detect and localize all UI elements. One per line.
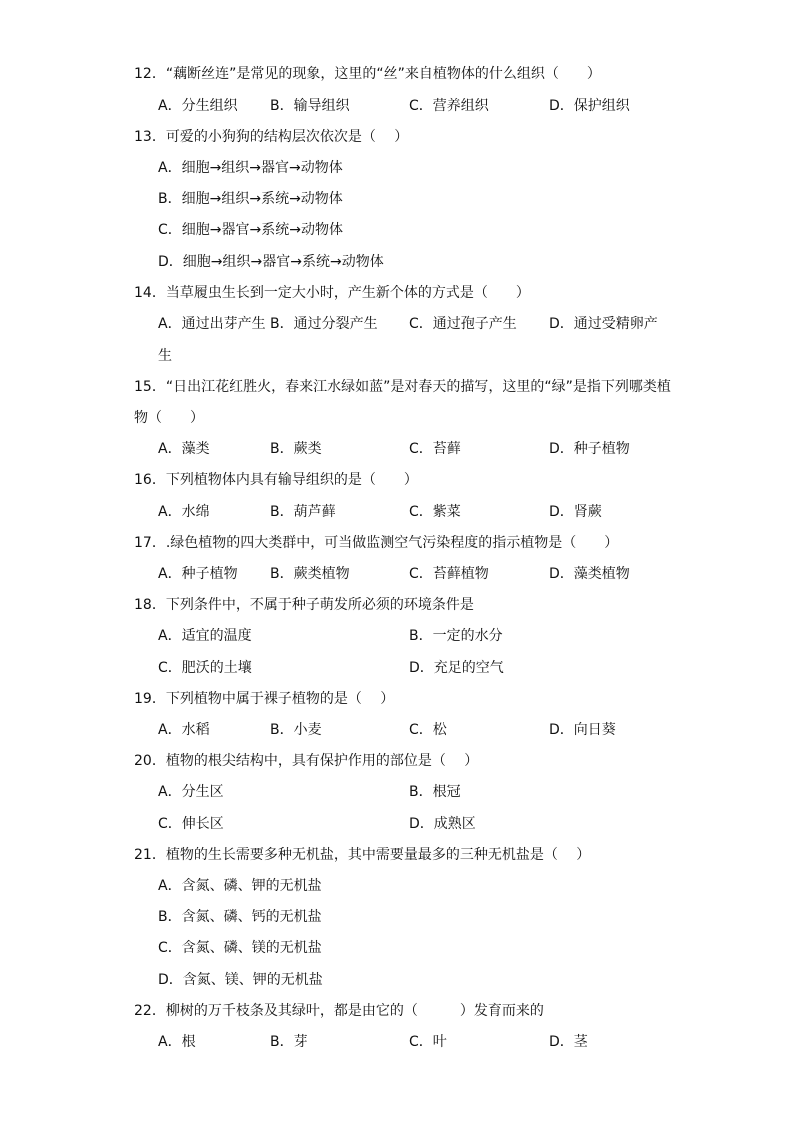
question-17-options [158, 559, 718, 590]
question-14-option-b[interactable]: B．通过分裂产生 [270, 316, 378, 332]
question-19-option-b[interactable]: B．小麦 [270, 722, 322, 738]
question-15-option-a[interactable]: A．藻类 [158, 441, 210, 457]
question-16-option-b[interactable]: B．葫芦藓 [270, 504, 336, 520]
question-14-option-d-continuation: 生 [158, 348, 172, 364]
question-15-option-d[interactable]: D．种子植物 [549, 441, 630, 457]
question-15-stem-line1: 15．“日出江花红胜火，春来江水绿如蓝”是对春天的描写，这里的“绿”是指下列哪类植 [134, 379, 671, 395]
question-20-option-b[interactable]: B．根冠 [409, 784, 461, 800]
question-12-options [158, 91, 718, 122]
question-12-option-b[interactable]: B．输导组织 [270, 98, 350, 114]
question-13-option-a[interactable]: A．细胞→组织→器官→动物体 [158, 160, 343, 176]
question-16-option-c[interactable]: C．紫菜 [409, 504, 461, 520]
question-18-option-c[interactable]: C．肥沃的土壤 [158, 660, 252, 676]
question-15-stem-line2: 物（ ） [134, 410, 204, 426]
question-15-options [158, 434, 718, 465]
question-21-option-d[interactable]: D．含氮、镁、钾的无机盐 [158, 972, 323, 988]
question-19-option-a[interactable]: A．水稻 [158, 722, 210, 738]
question-13-option-b[interactable]: B．细胞→组织→系统→动物体 [158, 191, 343, 207]
question-12-stem: 12．“藕断丝连”是常见的现象，这里的“丝”来自植物体的什么组织（ ） [134, 66, 601, 82]
question-16-option-a[interactable]: A．水绵 [158, 504, 210, 520]
question-20-options-row2 [158, 809, 718, 840]
question-19-option-d[interactable]: D．向日葵 [549, 722, 616, 738]
question-13-option-d[interactable]: D．细胞→组织→器官→系统→动物体 [158, 254, 384, 270]
question-22-option-b[interactable]: B．芽 [270, 1034, 308, 1050]
question-21-option-b[interactable]: B．含氮、磷、钙的无机盐 [158, 909, 322, 925]
question-15-option-c[interactable]: C．苔藓 [409, 441, 461, 457]
question-13-stem: 13．可爱的小狗狗的结构层次依次是（ ） [134, 129, 409, 145]
question-14-option-c[interactable]: C．通过孢子产生 [409, 316, 517, 332]
question-20-stem: 20．植物的根尖结构中，具有保护作用的部位是（ ） [134, 753, 479, 769]
question-18-option-a[interactable]: A．适宜的温度 [158, 628, 252, 644]
question-17-stem: 17．.绿色植物的四大类群中，可当做监测空气污染程度的指示植物是（ ） [134, 535, 619, 551]
question-21-stem: 21．植物的生长需要多种无机盐，其中需要量最多的三种无机盐是（ ） [134, 847, 591, 863]
question-14-options [158, 309, 718, 340]
question-18-options-row2 [158, 653, 718, 684]
question-16-option-d[interactable]: D．肾蕨 [549, 504, 602, 520]
question-18-option-b[interactable]: B．一定的水分 [409, 628, 503, 644]
question-20-option-c[interactable]: C．伸长区 [158, 816, 224, 832]
question-17-option-b[interactable]: B．蕨类植物 [270, 566, 350, 582]
question-14-option-d[interactable]: D．通过受精卵产 [549, 316, 658, 332]
question-20-option-a[interactable]: A．分生区 [158, 784, 224, 800]
question-18-stem: 18．下列条件中，不属于种子萌发所必须的环境条件是 [134, 597, 474, 613]
question-14-stem: 14．当草履虫生长到一定大小时，产生新个体的方式是（ ） [134, 285, 530, 301]
question-16-stem: 16．下列植物体内具有输导组织的是（ ） [134, 472, 418, 488]
question-17-option-d[interactable]: D．藻类植物 [549, 566, 630, 582]
question-19-stem: 19．下列植物中属于裸子植物的是（ ） [134, 691, 395, 707]
question-12-option-c[interactable]: C．营养组织 [409, 98, 489, 114]
question-18-options-row1 [158, 621, 718, 652]
question-22-options [158, 1027, 718, 1058]
question-17-option-a[interactable]: A．种子植物 [158, 566, 238, 582]
question-21-option-c[interactable]: C．含氮、磷、镁的无机盐 [158, 940, 322, 956]
question-12-option-d[interactable]: D．保护组织 [549, 98, 630, 114]
question-20-option-d[interactable]: D．成熟区 [409, 816, 476, 832]
question-13-option-c[interactable]: C．细胞→器官→系统→动物体 [158, 222, 343, 238]
question-15-option-b[interactable]: B．蕨类 [270, 441, 322, 457]
question-19-options [158, 715, 718, 746]
question-22-option-d[interactable]: D．茎 [549, 1034, 588, 1050]
question-16-options [158, 497, 718, 528]
question-22-option-a[interactable]: A．根 [158, 1034, 196, 1050]
question-18-option-d[interactable]: D．充足的空气 [409, 660, 504, 676]
question-19-option-c[interactable]: C．松 [409, 722, 447, 738]
question-12-option-a[interactable]: A．分生组织 [158, 98, 238, 114]
question-17-option-c[interactable]: C．苔藓植物 [409, 566, 489, 582]
question-14-option-a[interactable]: A．通过出芽产生 [158, 316, 266, 332]
question-22-option-c[interactable]: C．叶 [409, 1034, 447, 1050]
question-21-option-a[interactable]: A．含氮、磷、钾的无机盐 [158, 878, 322, 894]
question-22-stem: 22．柳树的万千枝条及其绿叶，都是由它的（ ）发育而来的 [134, 1003, 544, 1019]
question-20-options-row1 [158, 777, 718, 808]
